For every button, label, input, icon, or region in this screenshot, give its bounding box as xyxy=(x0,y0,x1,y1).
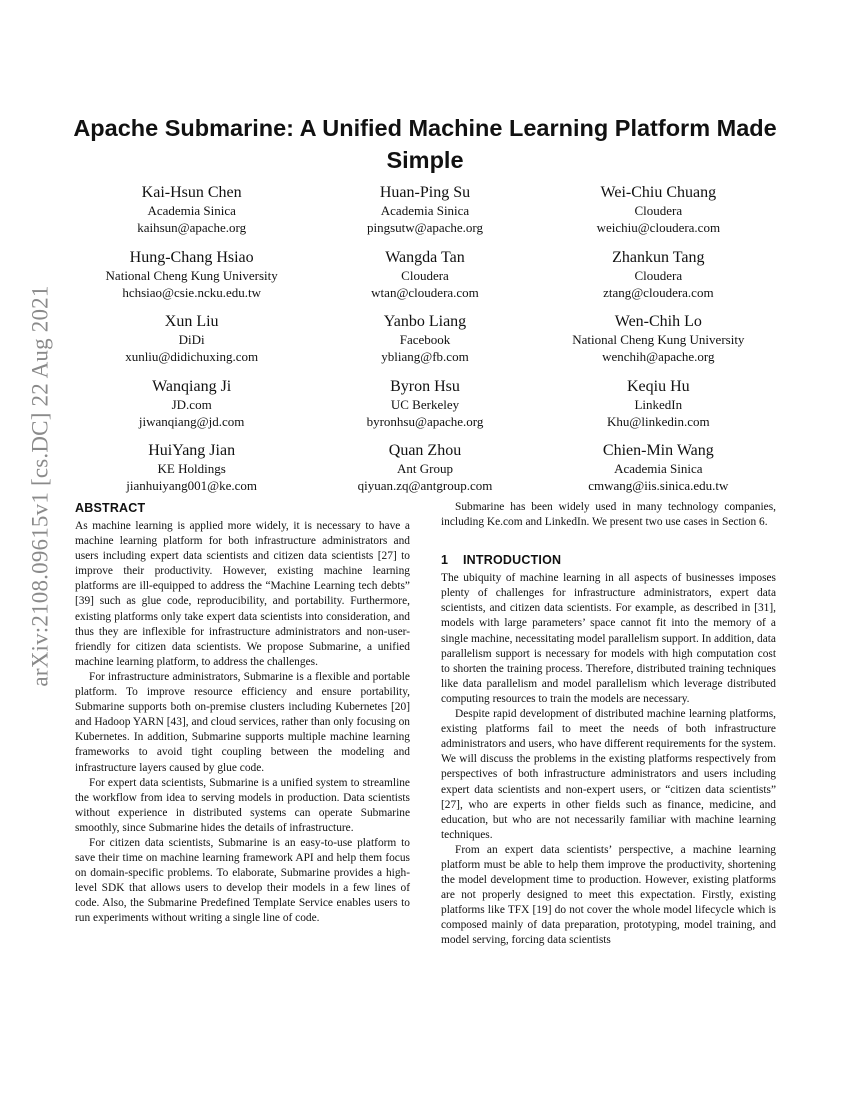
author-entry xyxy=(308,441,541,506)
author-email: ybliang@fb.com xyxy=(381,349,469,364)
intro-paragraph: From an expert data scientists’ perspective, a machine learning platform must be able to help them improve the productivity, shortening the model development time to production. However, existing platforms are not properly designed to meet this expectation. Firstly, existing platforms like TFX [19] do not cover the whole model lifecycle which is composed mainly of data preparation, prototyping, model training, and model serving, forcing data scientists xyxy=(441,843,776,947)
author-affiliation: JD.com xyxy=(171,396,212,412)
author-email: jiwanqiang@jd.com xyxy=(138,413,245,429)
author-name: Byron Hsu xyxy=(390,377,460,395)
author-affiliation: Academia Sinica xyxy=(147,203,236,218)
author-block xyxy=(75,183,775,506)
author-email: kaihsun@apache.org xyxy=(137,220,247,235)
right-column xyxy=(441,500,776,949)
abstract-continuation: Submarine has been widely used in many technology companies, including Ke.com and LinkedIn. We present two use cases in Section 6. xyxy=(441,501,776,529)
section-number: 1 xyxy=(441,553,449,568)
paper-title: Apache Submarine: A Unified Machine Learning Platform Made Simple xyxy=(73,115,777,173)
abstract-paragraph: As machine learning is applied more widely, it is necessary to have a machine learning platform for both infrastructure administrators and users including expert data scientists and citizen data scientists [27] to improve their productivity. However, existing machine learning platforms are ill-equipped to address the “Machine Learning tech debts” [39] such as glue code, reproducibility, and portability. Furthermore, existing platforms only take expert data scientists into consideration, and thus they are inflexible for infrastructure administrators and non-user-friendly for citizen data scientists. We propose Submarine, a unified machine learning platform, to address the challenges. xyxy=(75,520,410,668)
author-email: xunliu@didichuxing.com xyxy=(125,349,259,364)
author-affiliation: Ant Group xyxy=(397,461,453,476)
author-entry xyxy=(542,183,775,248)
abstract-paragraph: For infrastructure administrators, Submarine is a flexible and portable platform. To improve resource efficiency and ensure portability, Submarine supports both on-premise clusters including Kubernetes [20] and Hadoop YARN [43], and cloud services, rather than only focusing on Kubernetes. In addition, Submarine supports multiple machine learning frameworks to avoid tight coupling between the modeling and infrastructure layers caused by glue code. xyxy=(75,670,410,774)
author-entry xyxy=(542,377,775,442)
author-affiliation: Cloudera xyxy=(634,267,683,283)
author-affiliation: KE Holdings xyxy=(157,461,226,476)
author-entry xyxy=(75,377,308,442)
left-column xyxy=(75,500,410,927)
author-affiliation: UC Berkeley xyxy=(390,396,460,412)
author-email: wenchih@apache.org xyxy=(602,349,715,364)
author-email: qiyuan.zq@antgroup.com xyxy=(357,478,493,493)
author-name: Yanbo Liang xyxy=(383,313,467,330)
author-entry xyxy=(308,377,541,442)
arxiv-identifier-stamp xyxy=(20,286,62,686)
author-entry xyxy=(542,248,775,313)
author-affiliation: National Cheng Kung University xyxy=(572,332,745,347)
author-email: cmwang@iis.sinica.edu.tw xyxy=(588,478,729,493)
introduction-heading xyxy=(441,552,776,568)
author-affiliation: Cloudera xyxy=(401,267,449,283)
author-entry xyxy=(308,248,541,313)
author-name: Huan-Ping Su xyxy=(379,184,471,201)
author-affiliation: Facebook xyxy=(399,332,451,347)
author-name: Xun Liu xyxy=(164,313,219,330)
author-name: Wen-Chih Lo xyxy=(614,313,702,330)
author-name: Kai-Hsun Chen xyxy=(141,184,242,201)
author-row xyxy=(75,377,775,442)
author-email: jianhuiyang001@ke.com xyxy=(126,478,258,493)
author-row xyxy=(75,183,775,248)
author-row xyxy=(75,248,775,313)
author-entry xyxy=(542,441,775,506)
author-email: pingsutw@apache.org xyxy=(366,220,484,235)
author-affiliation: DiDi xyxy=(178,332,205,347)
section-title: INTRODUCTION xyxy=(463,553,562,568)
author-row xyxy=(75,312,775,377)
abstract-heading: ABSTRACT xyxy=(75,501,146,515)
author-name: Zhankun Tang xyxy=(612,248,705,266)
intro-paragraph: The ubiquity of machine learning in all aspects of businesses imposes plenty of challenges for infrastructure administrators, expert data scientists, and citizen data scientists. For example, as described in [31], models with large parameters’ space cannot fit into the memory of a single machine, necessitating model parallelism support. In addition, data parallelism support is necessary for models with high computation cost to shorten the training process. Therefore, distributed training techniques like data parallelism and model parallelism which leverage distributed computing resources to train the models are necessary. xyxy=(441,572,776,705)
author-name: Chien-Min Wang xyxy=(602,442,714,459)
author-row xyxy=(75,441,775,506)
author-name: Keqiu Hu xyxy=(626,377,690,395)
author-name: Quan Zhou xyxy=(388,442,462,459)
author-entry xyxy=(308,312,541,377)
author-entry xyxy=(75,183,308,248)
author-entry xyxy=(75,248,308,313)
abstract-paragraph: For expert data scientists, Submarine is a unified system to streamline the workflow from idea to serving models in production. Data scientists without experience in distributed systems can operate Submarine smoothly, since Submarine hides the details of infrastructure. xyxy=(75,776,410,834)
author-email: byronhsu@apache.org xyxy=(366,413,484,429)
author-affiliation: Academia Sinica xyxy=(380,203,470,218)
author-name: Wangda Tan xyxy=(385,248,465,266)
author-entry xyxy=(542,312,775,377)
author-affiliation: Cloudera xyxy=(634,203,683,218)
author-email: ztang@cloudera.com xyxy=(603,284,714,300)
author-affiliation: National Cheng Kung University xyxy=(105,267,278,283)
author-name: Wanqiang Ji xyxy=(152,377,232,395)
author-email: wtan@cloudera.com xyxy=(371,284,479,300)
author-name: Wei-Chiu Chuang xyxy=(600,184,717,201)
intro-paragraph: Despite rapid development of distributed machine learning platforms, existing platforms fail to meet the needs of both infrastructure administrators and users, who have different requirements for the system. We will discuss the problems in the existing platforms respectively from perspectives of both infrastructure administrators and users including expert data scientists and non-expert users, or “citizen data scientists” [27], who are experts in other fields such as finance, medicine, and education, but who are not necessarily familiar with machine learning techniques. xyxy=(441,708,776,841)
abstract-paragraph: For citizen data scientists, Submarine is an easy-to-use platform to save their time on machine learning framework API and help them focus on domain-specific problems. To elaborate, Submarine provides a high-level SDK that allows users to develop their models in a few lines of code. Also, the Submarine Predefined Template Service enables users to run experiments without writing a single line of code. xyxy=(75,836,410,925)
arxiv-stamp-text: arXiv:2108.09615v1 [cs.DC] 22 Aug 2021 xyxy=(28,285,54,687)
author-entry xyxy=(75,441,308,506)
author-entry xyxy=(75,312,308,377)
author-affiliation: LinkedIn xyxy=(634,396,683,412)
author-email: Khu@linkedin.com xyxy=(607,413,710,429)
author-name: HuiYang Jian xyxy=(148,442,236,459)
author-name: Hung-Chang Hsiao xyxy=(129,248,254,266)
author-email: weichiu@cloudera.com xyxy=(596,220,721,235)
author-affiliation: Academia Sinica xyxy=(614,461,703,476)
author-entry xyxy=(308,183,541,248)
author-email: hchsiao@csie.ncku.edu.tw xyxy=(122,284,261,300)
